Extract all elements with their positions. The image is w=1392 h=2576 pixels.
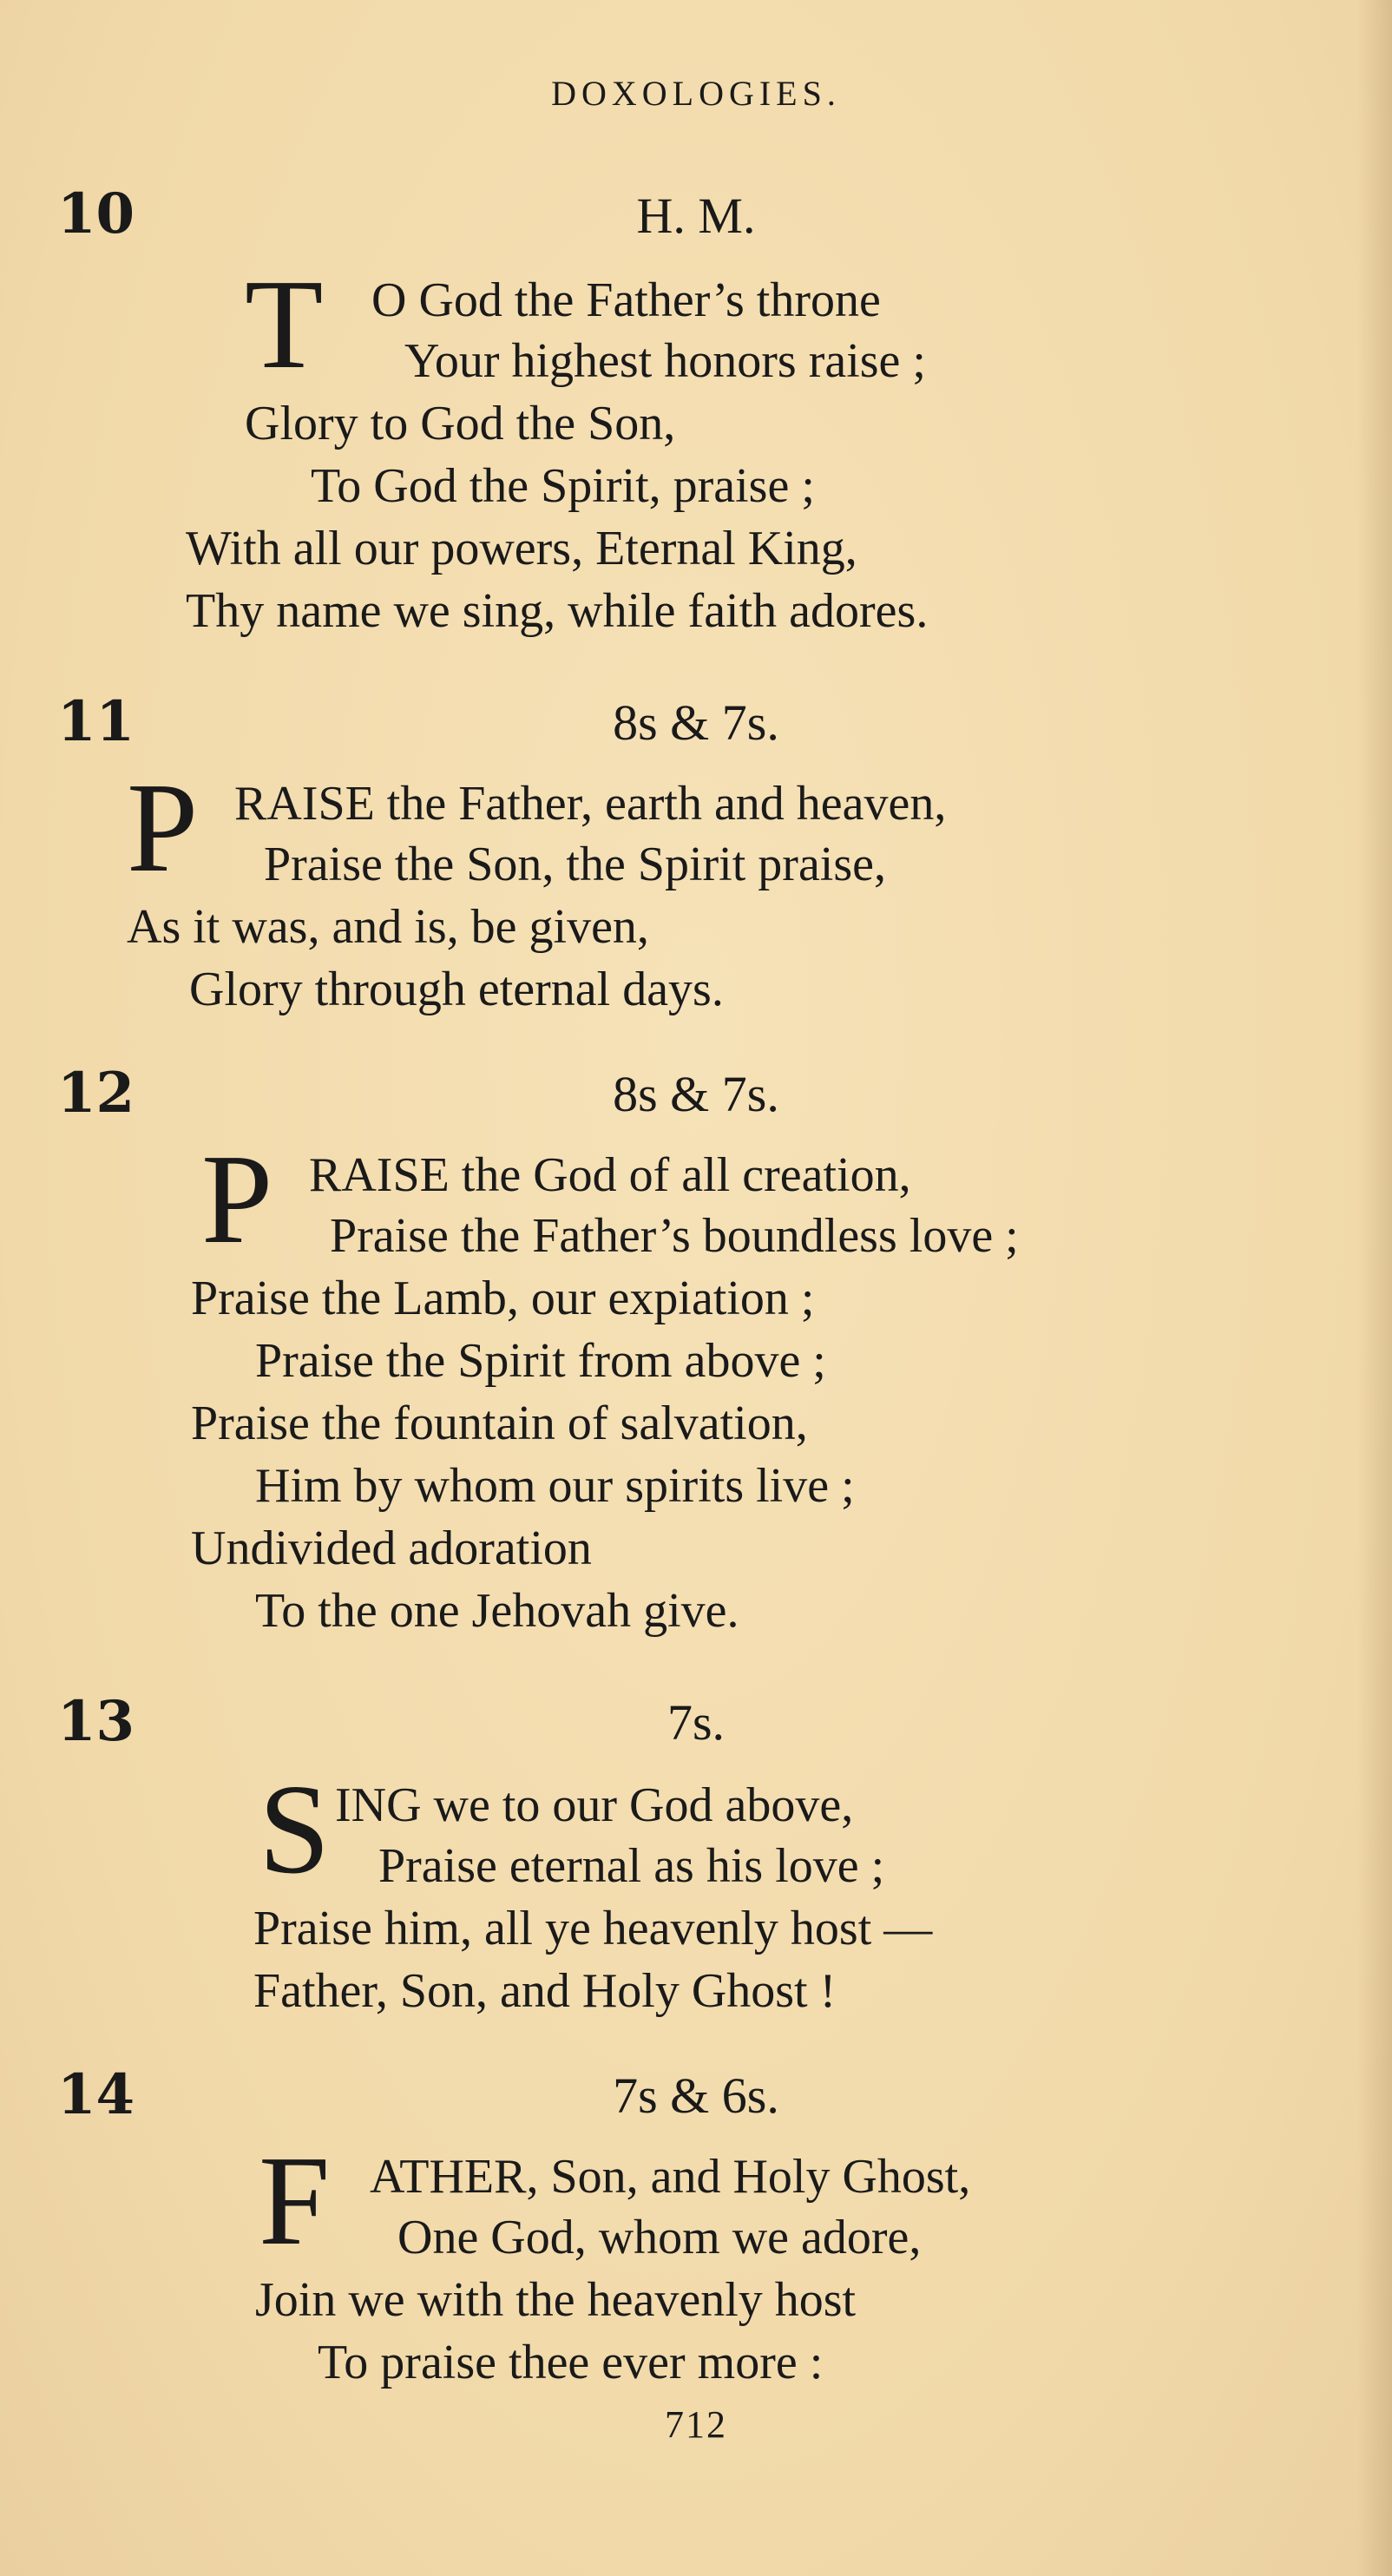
hymn-number: 13 xyxy=(57,1689,135,1754)
hymn-number: 12 xyxy=(57,1061,135,1126)
hymn-number: 10 xyxy=(57,181,135,246)
drop-cap: P xyxy=(127,757,199,899)
verse-line: Praise the Spirit from above ; xyxy=(255,1334,826,1388)
verse-line: ING we to our God above, xyxy=(335,1778,854,1832)
page-edge-shadow xyxy=(1357,0,1392,2576)
drop-cap: P xyxy=(201,1128,273,1271)
verse-line: To the one Jehovah give. xyxy=(255,1584,739,1638)
verse-line: Glory to God the Son, xyxy=(245,397,676,450)
verse-line: O God the Father’s throne xyxy=(371,273,881,327)
verse-line: Join we with the heavenly host xyxy=(255,2273,857,2327)
verse-line: With all our powers, Eternal King, xyxy=(186,522,857,575)
verse-line: Your highest honors raise ; xyxy=(404,334,926,388)
hymn-meter: 8s & 7s. xyxy=(613,1066,779,1122)
verse-line: Thy name we sing, while faith adores. xyxy=(186,584,929,638)
verse-line: ATHER, Son, and Holy Ghost, xyxy=(370,2150,971,2204)
verse-line: As it was, and is, be given, xyxy=(127,900,649,954)
verse-line: Praise him, all ye heavenly host — xyxy=(253,1902,933,1955)
running-head: DOXOLOGIES. xyxy=(551,74,841,113)
verse-line: One God, whom we adore, xyxy=(397,2211,922,2264)
hymn-meter: H. M. xyxy=(636,187,756,244)
verse-line: Praise eternal as his love ; xyxy=(378,1839,885,1893)
verse-line: Praise the Lamb, our expiation ; xyxy=(191,1272,815,1325)
hymn-number: 14 xyxy=(57,2062,135,2127)
verse-line: Undivided adoration xyxy=(191,1521,592,1575)
verse-line: Praise the Son, the Spirit praise, xyxy=(264,838,887,891)
verse-line: Glory through eternal days. xyxy=(189,963,724,1016)
page-number: 712 xyxy=(665,2403,727,2446)
verse-line: Father, Son, and Holy Ghost ! xyxy=(253,1964,837,2018)
drop-cap: T xyxy=(245,253,324,396)
drop-cap: S xyxy=(259,1758,331,1901)
verse-line: To God the Spirit, praise ; xyxy=(311,459,815,513)
verse-line: Him by whom our spirits live ; xyxy=(255,1459,855,1513)
verse-line: RAISE the Father, earth and heaven, xyxy=(234,777,947,831)
verse-line: RAISE the God of all creation, xyxy=(309,1148,911,1202)
verse-line: To praise thee ever more : xyxy=(318,2336,824,2389)
hymn-meter: 8s & 7s. xyxy=(613,694,779,751)
drop-cap: F xyxy=(259,2130,331,2272)
hymn-meter: 7s. xyxy=(666,1694,726,1751)
hymn-number: 11 xyxy=(57,689,135,754)
hymn-meter: 7s & 6s. xyxy=(613,2067,779,2124)
verse-line: Praise the Father’s boundless love ; xyxy=(330,1209,1019,1263)
verse-line: Praise the fountain of salvation, xyxy=(191,1396,808,1450)
